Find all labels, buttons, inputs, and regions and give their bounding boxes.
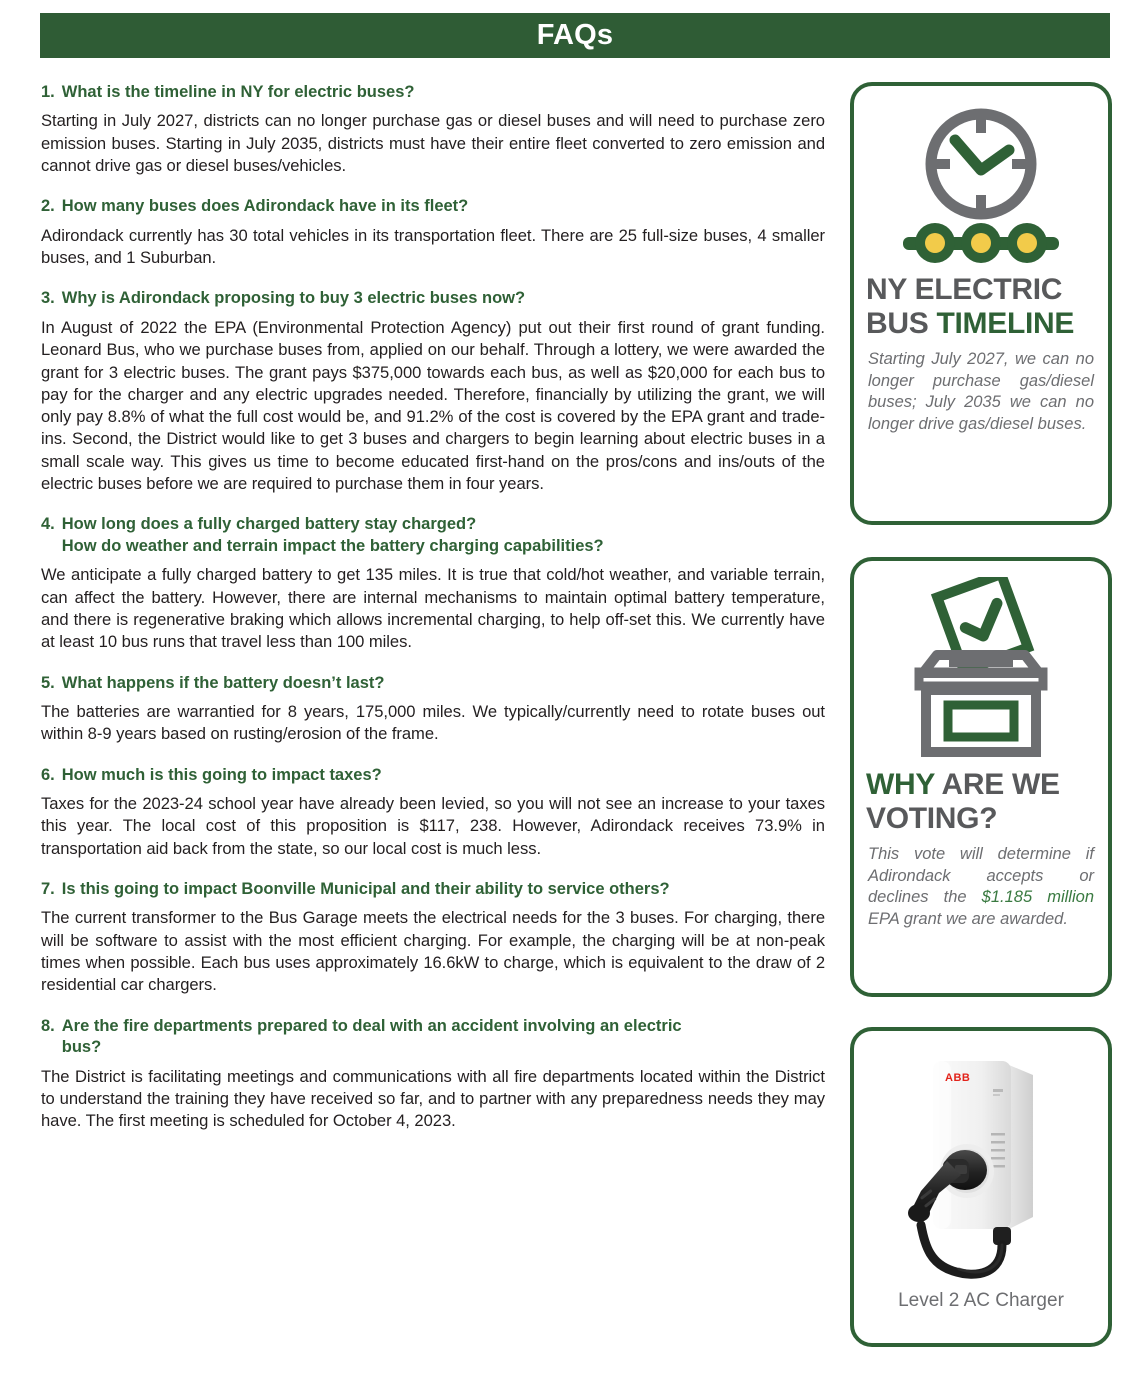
page-header-banner: [40, 13, 1110, 58]
faq-question: [41, 82, 825, 103]
faq-question: [41, 879, 825, 900]
card-title: [866, 768, 1096, 836]
faq-item: [41, 1016, 825, 1133]
card-title-line2-gray: BUS: [866, 307, 937, 341]
faq-question: [41, 288, 825, 309]
faq-question-text-line2: How do weather and terrain impact the battery charging capabilities?: [61, 536, 604, 555]
card-body-text: Starting July 2027, we can no longer purchase gas/diesel buses; July 2035 we can no longer drive gas/diesel buses.: [868, 350, 1094, 433]
faq-item: [41, 514, 825, 653]
ev-charger-photo: [864, 1041, 1098, 1286]
faq-question-text: Is this going to impact Boonville Municipal and their ability to service others?: [61, 879, 670, 898]
svg-text:ABB: ABB: [945, 1072, 971, 1084]
faq-number: 3.: [41, 289, 55, 308]
faq-list: [41, 82, 825, 1151]
faq-question: [41, 1016, 825, 1059]
faq-question-text: How long does a fully charged battery stay charged?: [61, 515, 477, 534]
faq-answer: In August of 2022 the EPA (Environmental Protection Agency) put out their first round of grant funding. Leonard Bus, who we purchase buses from, applied on our behalf. Through a lottery, we were awarded the grant for 3 electric buses. The grant pays $375,000 towards each bus, as well as $20,000 for each bus to pay for the charger and any electric upgrades needed. Therefore, financially by utilizing the grant, we will only pay 8.8% of what the full cost would be, and 91.2% of the cost is covered by the EPA grant and trade-ins. Second, the District would like to get 3 buses and chargers to begin learning about electric buses in a small scale way. This gives us time to become educated first-hand on the pros/cons and ins/outs of the electric buses before we are required to purchase them in four years.: [41, 317, 825, 494]
faq-answer: Adirondack currently has 30 total vehicles in its transportation fleet. There are 25 full-size buses, 4 smaller buses, and 1 Suburban.: [41, 225, 825, 268]
faq-question-text: Why is Adirondack proposing to buy 3 electric buses now?: [61, 289, 526, 308]
faq-question-text: What is the timeline in NY for electric buses?: [61, 83, 415, 101]
card-caption: Level 2 AC Charger: [898, 1290, 1064, 1311]
card-title-line2-green: TIMELINE: [936, 307, 1075, 341]
card-title: [866, 273, 1096, 341]
card-title-line2: VOTING?: [866, 802, 998, 836]
faq-number: 2.: [41, 197, 55, 216]
faq-item: [41, 82, 825, 177]
faq-item: [41, 765, 825, 860]
faq-item: [41, 288, 825, 495]
ballot-box-icon: [866, 577, 1096, 762]
faq-question-text: Are the fire departments prepared to deal with an accident involving an electric: [61, 1016, 682, 1035]
faq-question-text-line2: bus?: [61, 1038, 102, 1057]
faq-answer: Taxes for the 2023-24 school year have already been levied, so you will not see an increase to your taxes this year. The local cost of this proposition is $117, 238. However, Adirondack receives 73.9% in transportation aid back from the state, so our local cost is much less.: [41, 794, 825, 858]
faq-question: [41, 196, 825, 217]
faq-question: [41, 673, 825, 694]
card-text-before: This vote will determine if Adirondack accepts or declines the: [868, 845, 1094, 907]
card-why-are-we-voting: [850, 557, 1112, 997]
clock-timeline-icon: [866, 102, 1096, 267]
card-text-highlight: $1.185 million: [981, 888, 1094, 907]
faq-number: 7.: [41, 879, 55, 898]
sidebar-cards: [850, 82, 1112, 1347]
card-title-line1: NY ELECTRIC: [866, 273, 1063, 306]
faq-answer: Starting in July 2027, districts can no longer purchase gas or diesel buses and will need to purchase zero emission buses. Starting in July 2035, districts must have their entire fleet converted to zero emission and cannot drive gas or diesel buses/vehicles.: [41, 111, 825, 176]
faq-item: [41, 673, 825, 746]
card-body-text: [866, 844, 1096, 930]
faq-question-text: What happens if the battery doesn’t last?: [61, 673, 385, 692]
faq-item: [41, 879, 825, 997]
card-ny-electric-bus-timeline: [850, 82, 1112, 525]
faq-number: 8.: [41, 1016, 55, 1035]
card-title-green: WHY: [866, 768, 935, 801]
faq-question: [41, 765, 825, 786]
faq-answer: We anticipate a fully charged battery to get 135 miles. It is true that cold/hot weather, and variable terrain, can affect the battery. However, there are internal mechanisms to maintain optimal battery temperature, and there is regenerative braking which allows incremental charging, to help off-set this. We currently have at least 10 bus runs that travel less than 100 miles.: [41, 565, 825, 652]
faq-number: 1.: [41, 83, 55, 101]
faq-question: [41, 514, 825, 557]
card-level-2-ac-charger: [850, 1027, 1112, 1347]
faq-answer: The current transformer to the Bus Garage meets the electrical needs for the 3 buses. For charging, there will be software to assist with the most efficient charging. For example, the charging will be at non-peak times when possible. Each bus uses approximately 16.6kW to charge, which is equivalent to the draw of 2 residential car chargers.: [41, 908, 825, 995]
faq-number: 5.: [41, 673, 55, 692]
faq-answer: The District is facilitating meetings and communications with all fire departments located within the District to understand the training they have received so far, and to partner with any preparedness needs they may have. The first meeting is scheduled for October 4, 2023.: [41, 1066, 825, 1131]
faq-question-text: How much is this going to impact taxes?: [61, 765, 382, 784]
faq-number: 4.: [41, 515, 55, 534]
faq-number: 6.: [41, 765, 55, 784]
faq-item: [41, 196, 825, 269]
page-title: FAQs: [536, 19, 614, 51]
card-text-after: EPA grant we are awarded.: [868, 909, 1068, 928]
card-title-gray: ARE WE: [934, 768, 1060, 801]
faq-answer: The batteries are warrantied for 8 years, 175,000 miles. We typically/currently need to rotate buses out within 8-9 years based on rusting/erosion of the frame.: [41, 701, 825, 744]
faq-question-text: How many buses does Adirondack have in its fleet?: [61, 197, 469, 216]
